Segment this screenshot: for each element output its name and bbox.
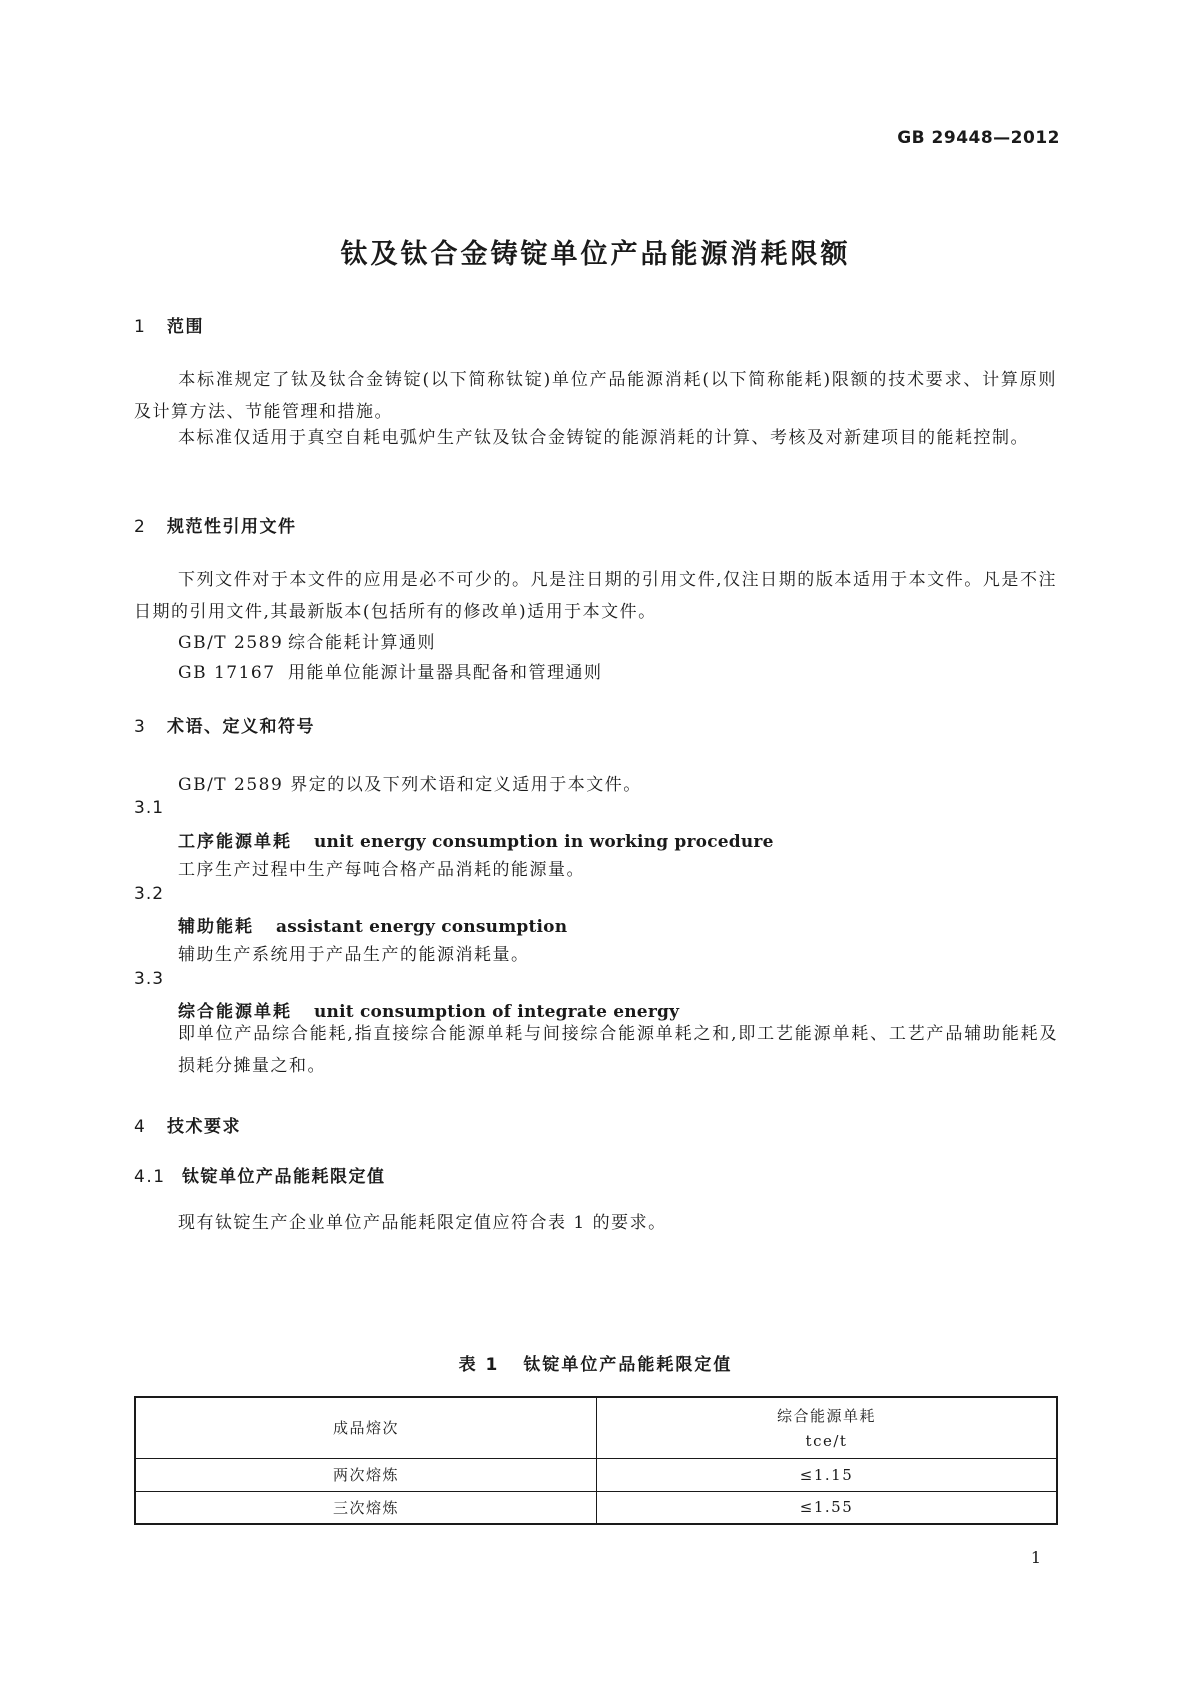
reference-item (178, 628, 436, 653)
section-3-intro: GB/T 2589 界定的以及下列术语和定义适用于本文件。 (178, 775, 642, 795)
reference-code: GB/T 2589 (178, 633, 284, 653)
term-definition: 工序生产过程中生产每吨合格产品消耗的能源量。 (178, 860, 585, 880)
term-chinese: 工序能源单耗 (178, 832, 292, 852)
term-english: unit energy consumption in working procedure (314, 832, 774, 852)
table-title: 钛锭单位产品能耗限定值 (523, 1355, 733, 1375)
paragraph-text: 本标准仅适用于真空自耗电弧炉生产钛及钛合金铸锭的能源消耗的计算、考核及对新建项目的能耗控制。 (178, 428, 1029, 448)
term-number: 3.1 (134, 798, 165, 818)
section-4-1-heading (134, 1162, 386, 1187)
section-number: 4 (134, 1117, 147, 1137)
section-title: 范围 (167, 317, 204, 337)
row-value-cell: ≤1.55 (597, 1491, 1058, 1524)
section-title: 术语、定义和符号 (167, 717, 315, 737)
section-title: 技术要求 (167, 1117, 241, 1137)
document-title: 钛及钛合金铸锭单位产品能源消耗限额 (340, 239, 851, 270)
table-row (135, 1491, 1057, 1524)
section-number: 3 (134, 717, 147, 737)
table-caption (0, 1350, 1191, 1375)
table-header-row (135, 1397, 1057, 1458)
reference-title: 用能单位能源计量器具配备和管理通则 (288, 663, 603, 683)
section-3-heading (134, 712, 315, 737)
term-definition: 即单位产品综合能耗,指直接综合能源单耗与间接综合能源单耗之和,即工艺能源单耗、工艺产品辅助能耗及损耗分摊量之和。 (178, 1024, 1058, 1076)
term-definition: 辅助生产系统用于产品生产的能源消耗量。 (178, 945, 530, 965)
term-chinese: 辅助能耗 (178, 917, 254, 937)
reference-item (178, 658, 603, 683)
section-2-heading (134, 512, 297, 537)
page-number: 1 (1030, 1548, 1041, 1567)
paragraph-text: 下列文件对于本文件的应用是必不可少的。凡是注日期的引用文件,仅注日期的版本适用于本文件。凡是不注日期的引用文件,其最新版本(包括所有的修改单)适用于本文件。 (134, 570, 1057, 622)
term-number: 3.3 (134, 969, 165, 989)
section-number: 1 (134, 317, 147, 337)
row-value-cell: ≤1.15 (597, 1458, 1058, 1491)
section-4-heading (134, 1112, 241, 1137)
table-label: 表 1 (458, 1355, 500, 1375)
section-1-heading (134, 312, 204, 337)
section-4-1-paragraph: 现有钛锭生产企业单位产品能耗限定值应符合表 1 的要求。 (178, 1213, 667, 1233)
subsection-title: 钛锭单位产品能耗限定值 (182, 1167, 386, 1187)
term-chinese: 综合能源单耗 (178, 1002, 292, 1022)
header-energy-label: 综合能源单耗 (776, 1407, 876, 1426)
term-number: 3.2 (134, 884, 165, 904)
row-label-cell: 两次熔炼 (135, 1458, 597, 1491)
term-entry (178, 827, 774, 852)
reference-title: 综合能耗计算通则 (288, 633, 436, 653)
term-entry (178, 912, 567, 937)
section-2-paragraph-1 (134, 564, 1057, 628)
header-energy-unit: tce/t (805, 1432, 848, 1451)
table-row (135, 1458, 1057, 1491)
section-number: 2 (134, 517, 147, 537)
term-english: assistant energy consumption (276, 917, 568, 937)
header-cell-product: 成品熔次 (135, 1397, 597, 1458)
standard-number: GB 29448—2012 (897, 128, 1060, 148)
energy-limit-table (134, 1396, 1058, 1525)
section-1-paragraph-1 (134, 364, 1057, 428)
reference-code: GB 17167 (178, 663, 276, 683)
header-cell-energy (597, 1397, 1058, 1458)
row-label-cell: 三次熔炼 (135, 1491, 597, 1524)
section-title: 规范性引用文件 (167, 517, 297, 537)
paragraph-text: 本标准规定了钛及钛合金铸锭(以下简称钛锭)单位产品能源消耗(以下简称能耗)限额的技术要求、计算原则及计算方法、节能管理和措施。 (134, 370, 1057, 422)
section-1-paragraph-2 (134, 422, 1057, 454)
subsection-number: 4.1 (134, 1167, 166, 1187)
term-english: unit consumption of integrate energy (314, 1002, 680, 1022)
